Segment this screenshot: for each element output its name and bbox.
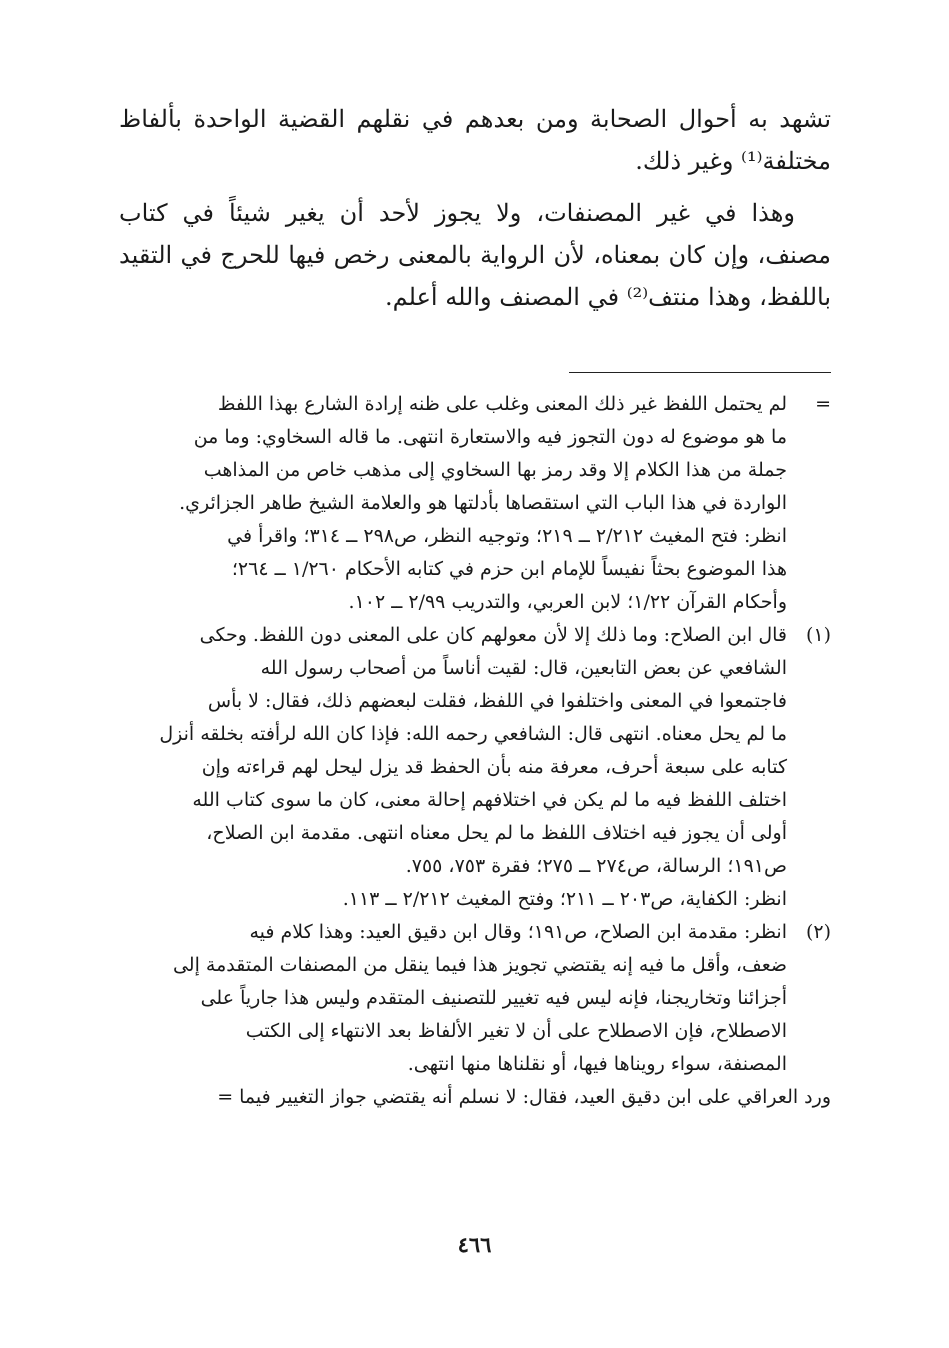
footnote-2-mark: (٢) (805, 921, 831, 943)
footnote-line: وأحكام القرآن ١/٢٢؛ لابن العربي، والتدريب ٢/٩٩ ــ ١٠٢. (348, 591, 787, 613)
footnotes (119, 388, 831, 1114)
footnote-line: أجزائنا وتخاريجنا، فإنه ليس فيه تغيير للتصنيف المتقدم وليس هذا جارياً على (200, 987, 787, 1009)
footnote-line: ضعف، وأقل ما فيه إنه يقتضي تجويز هذا فيما ينقل من المصنفات المتقدمة إلى (172, 954, 787, 976)
footnote-line: أولى أن يجوز فيه اختلاف اللفظ ما لم يحل معناه انتهى. مقدمة ابن الصلاح، (206, 822, 787, 844)
footnote-1-mark: (١) (805, 624, 831, 646)
footnote-separator (569, 372, 831, 373)
footnote-line: ص١٩١؛ الرسالة، ص٢٧٤ ــ ٢٧٥؛ فقرة ٧٥٣، ٧٥٥. (405, 855, 787, 877)
footnote-line: فاجتمعوا في المعنى واختلفوا في اللفظ، فقلت لبعضهم ذلك، فقال: لا بأس (207, 690, 787, 712)
footnote-2-trailing-line: ورد العراقي على ابن دقيق العيد، فقال: لا نسلم أنه يقتضي جواز التغيير فيما = (217, 1086, 831, 1108)
main-paragraph-1: تشهد به أحوال الصحابة ومن بعدهم في نقلهم القضية الواحدة بألفاظ مختلفة⁽¹⁾ وغير ذلك. (119, 105, 831, 175)
footnote-line: ما هو موضوع له دون التجوز فيه والاستعارة انتهى. ما قاله السخاوي: وما من (193, 426, 787, 448)
footnote-line: المصنفة، سواء رويناها فيها، أو نقلناها منها انتهى. (407, 1053, 787, 1075)
footnote-line: اختلف اللفظ فيه ما لم يكن في اختلافهم إحالة معنى، كان ما سوى كتاب الله (192, 789, 787, 811)
footnote-2 (119, 916, 831, 1081)
footnote-line: هذا الموضوع بحثاً نفيساً للإمام ابن حزم في كتابه الأحكام ١/٢٦٠ ــ ٢٦٤؛ (231, 558, 787, 580)
footnote-continuation (119, 388, 831, 619)
footnote-continuation-mark: = (815, 393, 831, 415)
footnote-line: الاصطلاح، فإن الاصطلاح على أن لا تغير الألفاظ بعد الانتهاء إلى الكتب (245, 1020, 787, 1042)
footnote-1 (119, 619, 831, 916)
footnote-line: الواردة في هذا الباب التي استقصاها بأدلتها هو والعلامة الشيخ طاهر الجزائري. (179, 492, 787, 514)
main-text (119, 98, 831, 328)
footnote-line: انظر: مقدمة ابن الصلاح، ص١٩١؛ وقال ابن دقيق العيد: وهذا كلام فيه (249, 921, 787, 943)
footnote-line: لم يحتمل اللفظ غير ذلك المعنى وغلب على ظنه إرادة الشارع بهذا اللفظ (217, 393, 787, 415)
footnote-line: ما لم يحل معناه. انتهى قال: الشافعي رحمه الله: فإذا كان الله لرأفته بخلقه أنزل (159, 723, 787, 745)
footnote-line: انظر: الكفاية، ص٢٠٣ ــ ٢١١؛ وفتح المغيث ٢/٢١٢ ــ ١١٣. (342, 888, 787, 910)
page-number: ٤٦٦ (457, 1232, 492, 1257)
footnote-line: الشافعي عن بعض التابعين، قال: لقيت أناساً من أصحاب رسول الله (260, 657, 787, 679)
footnote-line: قال ابن الصلاح: وما ذلك إلا لأن معولهم كان على المعنى دون اللفظ. وحكى (199, 624, 787, 646)
main-paragraph-2: وهذا في غير المصنفات، ولا يجوز لأحد أن يغير شيئاً في كتاب مصنف، وإن كان بمعناه، لأن الرواية بالمعنى رخص فيها للحرج في التقيد باللفظ، وهذا منتف⁽²⁾ في المصنف والله أعلم. (119, 199, 831, 311)
footnote-line: كتابه على سبعة أحرف، معرفة منه بأن الحفظ قد يزل ليحل لهم قراءته وإن (201, 756, 787, 778)
footnote-line: جملة من هذا الكلام إلا وقد رمز بها السخاوي إلى مذهب خاص من المذاهب (203, 459, 787, 481)
footnote-line: انظر: فتح المغيث ٢/٢١٢ ــ ٢١٩؛ وتوجيه النظر، ص٢٩٨ ــ ٣١٤؛ واقرأ في (227, 525, 787, 547)
